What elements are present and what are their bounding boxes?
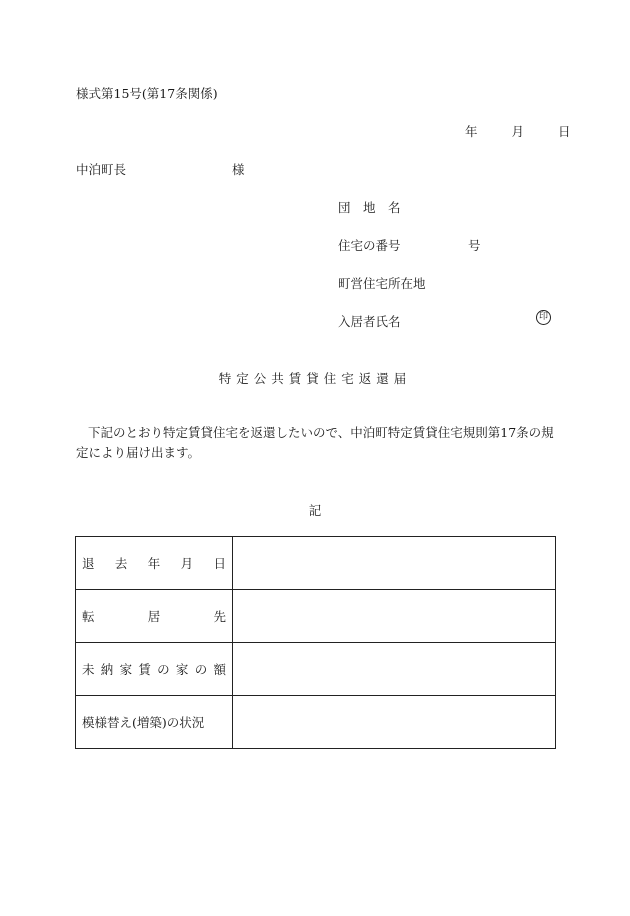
table-row: [76, 590, 556, 643]
seal-mark: 印: [536, 310, 551, 325]
row-value[interactable]: [233, 696, 556, 749]
house-number-label: 住宅の番号: [338, 238, 401, 253]
label-char: 転: [82, 609, 95, 624]
label-char: 日: [213, 556, 226, 571]
house-number-suffix: 号: [468, 238, 481, 253]
label-char: 退: [82, 556, 95, 571]
label-char: 納: [100, 662, 114, 677]
form-number: 様式第15号(第17条関係): [76, 86, 218, 101]
row-label: [76, 696, 233, 749]
table-row: [76, 696, 556, 749]
row-value[interactable]: [233, 643, 556, 696]
label-char: 家: [175, 662, 189, 677]
table-row: [76, 537, 556, 590]
label-char: 居: [147, 609, 161, 624]
date-line: [465, 122, 570, 140]
row-value[interactable]: [233, 537, 556, 590]
document-title: 特定公共賃貸住宅返還届: [218, 371, 412, 386]
label-char: 模様替え(増築)の状況: [82, 715, 205, 730]
body-text: 下記のとおり特定賃貸住宅を返還したいので、中泊町特定賃貸住宅規則第17条の規定により届け出ます。: [76, 425, 554, 460]
row-label: [76, 643, 233, 696]
addressee: [76, 160, 245, 178]
label-char: 家: [119, 662, 133, 677]
label-char: の: [194, 662, 208, 677]
detail-table: [75, 536, 556, 749]
label-char: 月: [180, 556, 194, 571]
date-month: 月: [511, 124, 524, 139]
row-label: [76, 537, 233, 590]
address-label: 町営住宅所在地: [338, 276, 426, 291]
ki-heading: 記: [308, 503, 322, 518]
date-day: 日: [557, 124, 571, 139]
row-label: [76, 590, 233, 643]
resident-name-label: 入居者氏名: [338, 314, 401, 329]
label-char: 額: [213, 662, 226, 677]
complex-name-label: 団 地 名: [338, 200, 401, 215]
addressee-name: 中泊町長: [76, 162, 127, 177]
addressee-honorific: 様: [232, 162, 245, 177]
table-row: [76, 643, 556, 696]
label-char: 未: [82, 662, 95, 677]
label-char: 去: [114, 556, 128, 571]
label-char: 先: [213, 609, 226, 624]
date-year: 年: [465, 124, 478, 139]
label-char: 年: [147, 556, 161, 571]
label-char: 賃: [138, 662, 151, 677]
label-char: の: [157, 662, 170, 677]
row-value[interactable]: [233, 590, 556, 643]
